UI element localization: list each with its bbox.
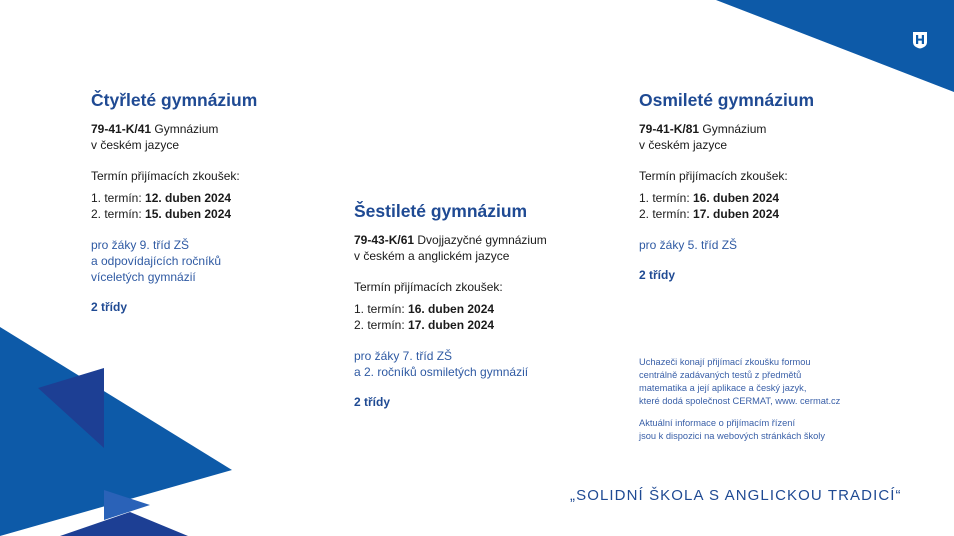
program-line-2: v českém a anglickém jazyce xyxy=(354,249,510,263)
note-line: které dodá společnost CERMAT, www. cermat.cz xyxy=(639,396,841,406)
program-code: 79-41-K/81 xyxy=(639,122,700,136)
term-prefix: 1. termín: xyxy=(354,302,409,316)
class-count: 2 třídy xyxy=(354,395,391,409)
term-date: 12. duben 2024 xyxy=(145,191,232,205)
term-date: 16. duben 2024 xyxy=(693,191,780,205)
term-date: 17. duben 2024 xyxy=(408,318,495,332)
column-6-year xyxy=(354,201,547,409)
target-line-1: pro žáky 7. tříd ZŠ xyxy=(354,349,453,363)
term-prefix: 2. termín: xyxy=(91,207,146,221)
target-line-1: pro žáky 5. tříd ZŠ xyxy=(639,238,738,252)
column-title: Čtyřleté gymnázium xyxy=(91,90,258,110)
term-prefix: 2. termín: xyxy=(639,207,694,221)
column-title: Šestileté gymnázium xyxy=(354,201,528,221)
note-line: matematika a její aplikace a český jazyk, xyxy=(639,383,807,393)
exam-label: Termín přijímacích zkoušek: xyxy=(354,280,503,294)
class-count: 2 třídy xyxy=(639,268,676,282)
target-line-2: a 2. ročníků osmiletých gymnázií xyxy=(354,365,529,379)
program-line-1 xyxy=(639,121,814,137)
term-prefix: 1. termín: xyxy=(91,191,146,205)
program-name: Gymnázium xyxy=(151,122,219,136)
column-4-year xyxy=(91,90,257,314)
program-line-1 xyxy=(91,121,257,137)
note-line: Aktuální informace o přijímacím řízení xyxy=(639,418,796,428)
school-slogan: „SOLIDNÍ ŠKOLA S ANGLICKOU TRADICÍ“ xyxy=(570,487,902,504)
exam-term-1 xyxy=(91,190,257,206)
school-crest-icon xyxy=(912,31,928,49)
target-line-3: víceletých gymnázií xyxy=(91,270,196,284)
exam-term-2 xyxy=(354,317,547,333)
program-code: 79-43-K/61 xyxy=(354,233,415,247)
program-line-2: v českém jazyce xyxy=(91,138,180,152)
column-8-year xyxy=(639,90,814,282)
exam-term-2 xyxy=(91,206,257,222)
term-date: 17. duben 2024 xyxy=(693,207,780,221)
admission-note xyxy=(639,356,840,443)
term-date: 16. duben 2024 xyxy=(408,302,495,316)
note-line: jsou k dispozici na webových stránkách školy xyxy=(639,431,826,441)
term-prefix: 2. termín: xyxy=(354,318,409,332)
term-prefix: 1. termín: xyxy=(639,191,694,205)
program-code: 79-41-K/41 xyxy=(91,122,152,136)
target-line-2: a odpovídajících ročníků xyxy=(91,254,222,268)
exam-term-1 xyxy=(639,190,814,206)
exam-label: Termín přijímacích zkoušek: xyxy=(639,169,788,183)
program-name: Dvojjazyčné gymnázium xyxy=(414,233,547,247)
bottom-left-triangle-bottom xyxy=(60,512,188,536)
program-line-2: v českém jazyce xyxy=(639,138,728,152)
exam-term-2 xyxy=(639,206,814,222)
target-line-1: pro žáky 9. tříd ZŠ xyxy=(91,238,190,252)
class-count: 2 třídy xyxy=(91,300,128,314)
program-name: Gymnázium xyxy=(699,122,767,136)
exam-label: Termín přijímacích zkoušek: xyxy=(91,169,240,183)
note-line: Uchazeči konají přijímací zkoušku formou xyxy=(639,357,811,367)
term-date: 15. duben 2024 xyxy=(145,207,232,221)
program-line-1 xyxy=(354,232,547,248)
exam-term-1 xyxy=(354,301,547,317)
note-line: centrálně zadávaných testů z předmětů xyxy=(639,370,802,380)
column-title: Osmileté gymnázium xyxy=(639,90,815,110)
